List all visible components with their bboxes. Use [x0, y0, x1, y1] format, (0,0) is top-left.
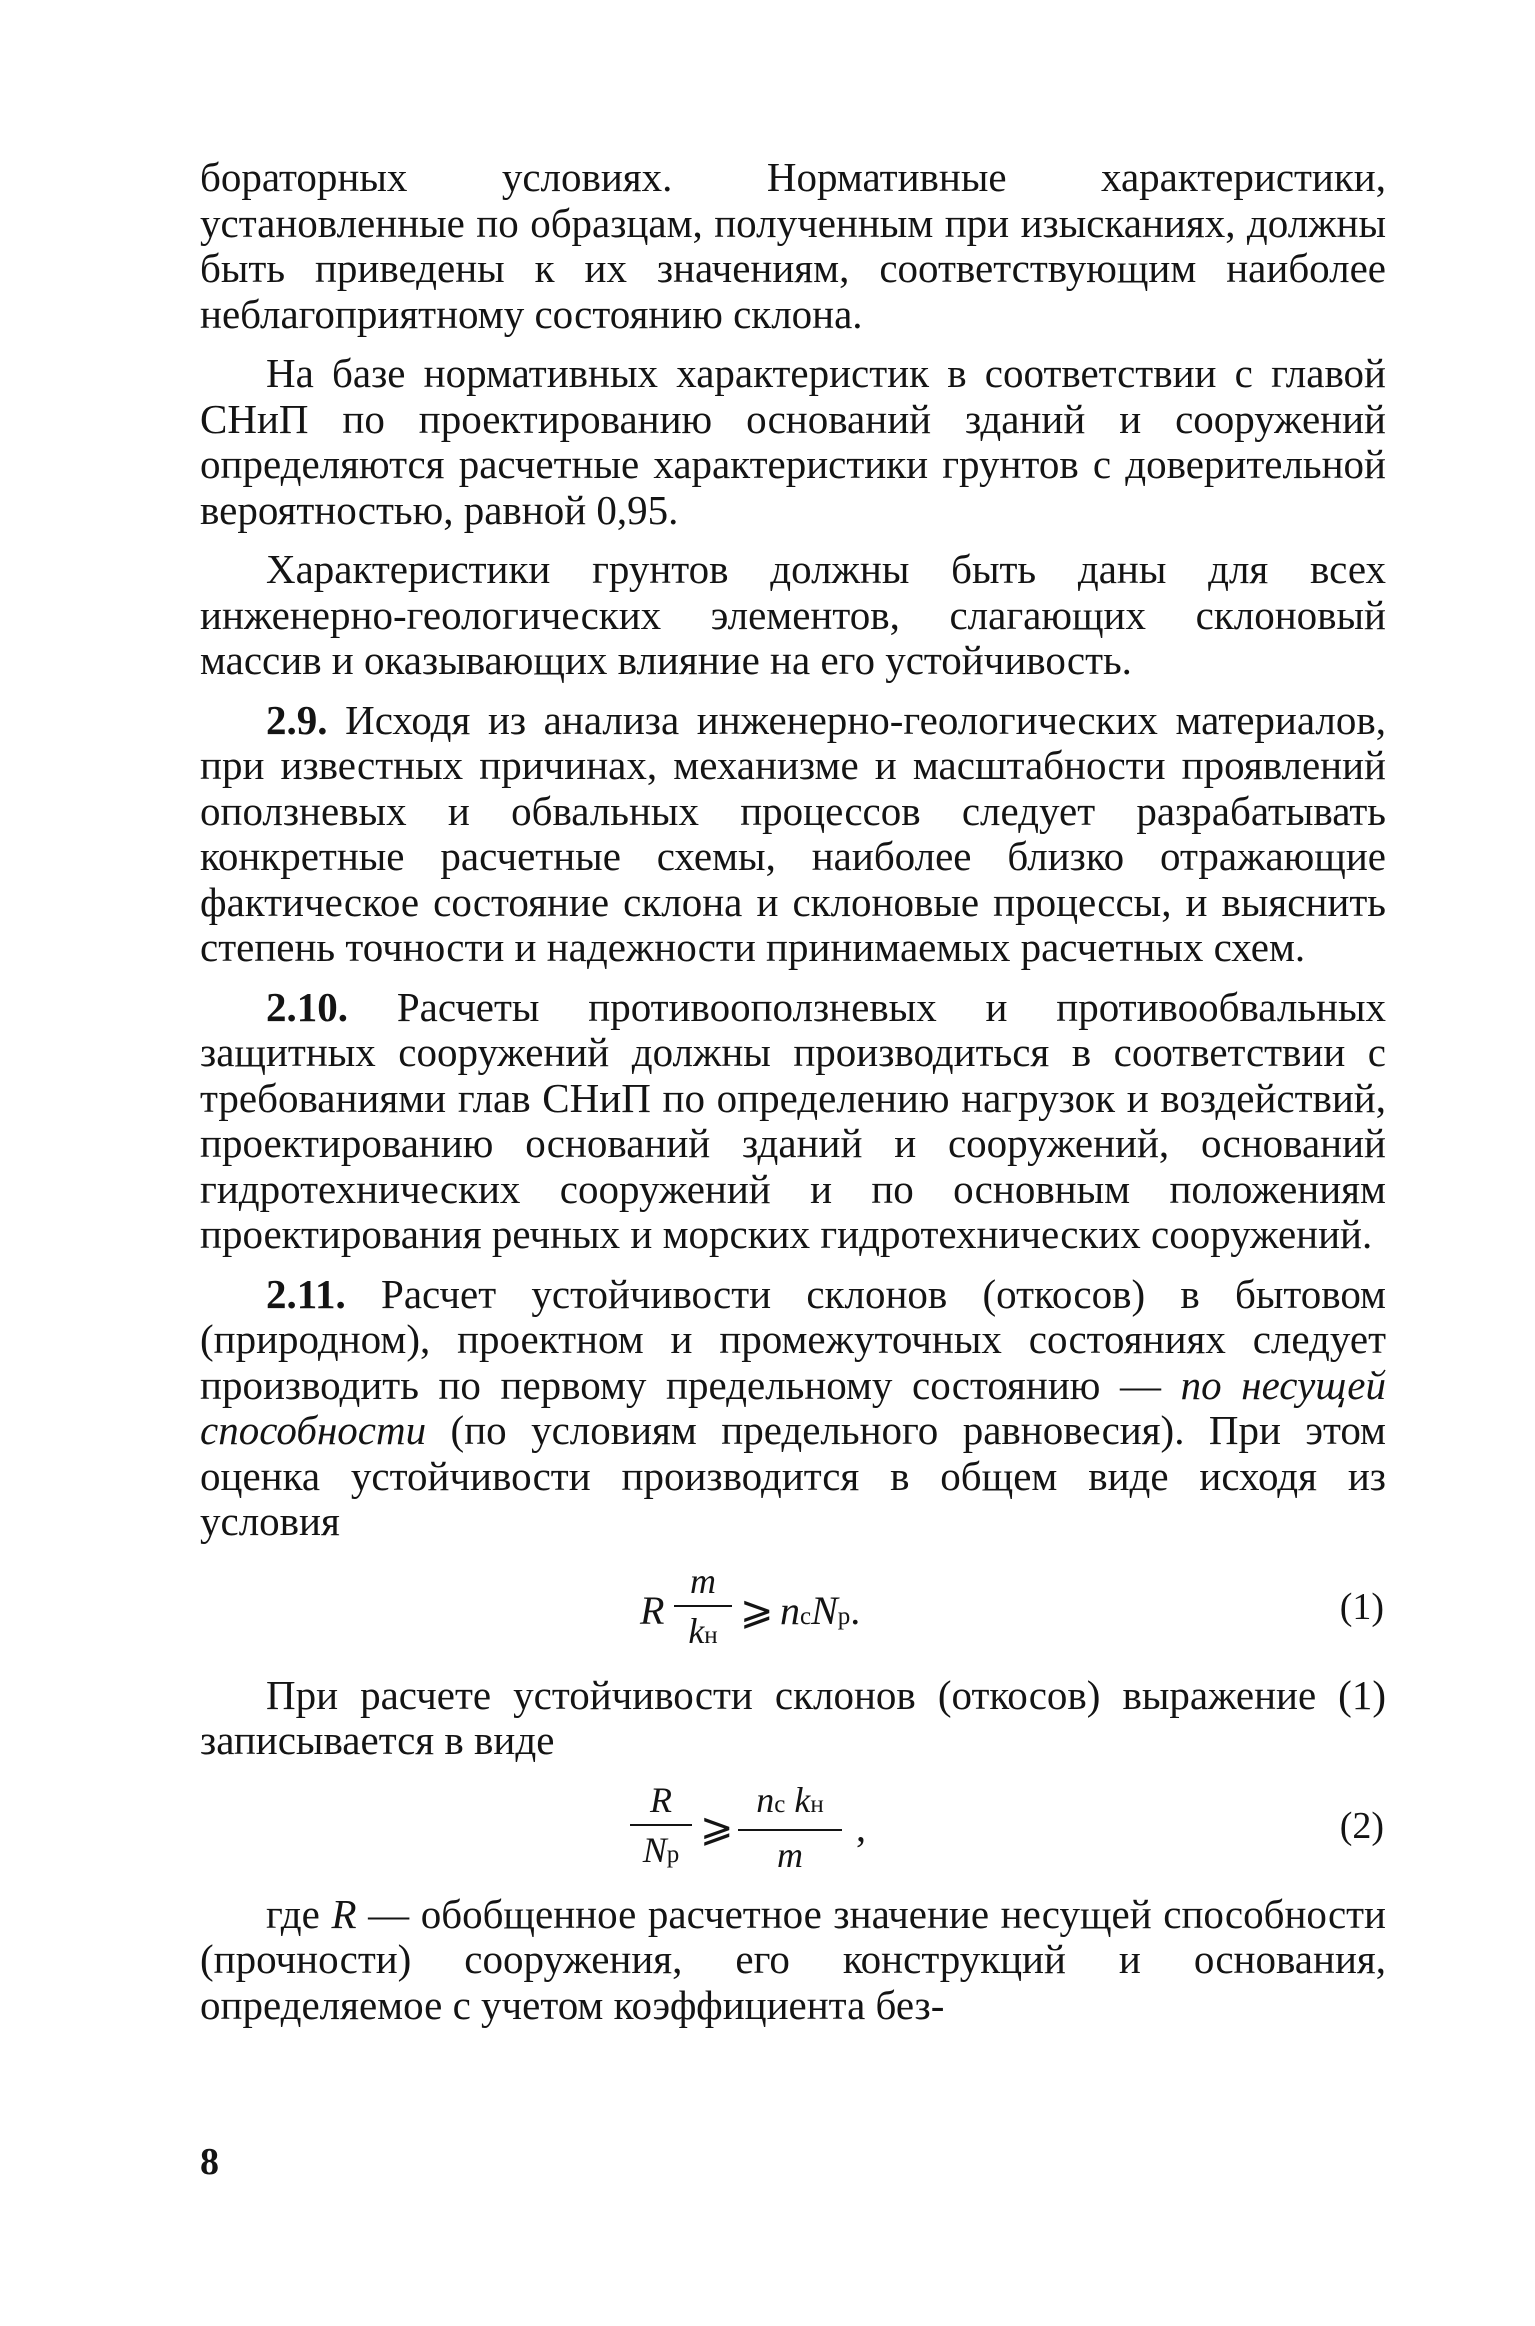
- formula-2-relation: ⩾: [700, 1804, 734, 1850]
- formula-1-rhs: nсNр.: [780, 1587, 861, 1633]
- clause-text-2-11-emphasis: по несущей способности: [200, 1361, 1387, 1453]
- formula-1-relation: ⩾: [740, 1587, 774, 1633]
- paragraph-1: бораторных условиях. Нормативные характеристики, установленные по образцам, полученным при изысканиях, должны быть приведены к их значениям, соответствующим наиболее неблагоприятному состоянию склона.: [200, 154, 1386, 337]
- formula-2: [630, 1778, 950, 1878]
- clause-text-2-9: Исходя из анализа инженерно-геологических материалов, при известных причинах, механизме и масштабности проявлений оползневых и обвальных процессов следует разрабатывать конкретные расчетные схемы, наиболее близко отражающие фактическое состояние склона и склоновые процессы, и выяснить степень точности и надежности принимаемых расчетных схем.: [200, 696, 1387, 970]
- formula-1-fraction-bar: [674, 1605, 732, 1607]
- paragraph-2: На базе нормативных характеристик в соответствии с главой СНиП по проектированию оснований зданий и сооружений определяются расчетные характеристики грунтов с доверительной вероятностью, равной 0,95.: [200, 350, 1386, 533]
- clause-number-2-11: 2.11.: [266, 1270, 346, 1317]
- clause-text-2-10: Расчеты противооползневых и противообвальных защитных сооружений должны производиться в соответствии с требованиями глав СНиП по определению нагрузок и воздействий, проектированию оснований зданий и сооружений, оснований гидротехнических сооружений и по основным положениям проектирования речных и морских гидротехнических сооружений.: [200, 983, 1387, 1257]
- paragraph-2-10: [200, 985, 1386, 1258]
- formula-2-right-denominator: m: [777, 1834, 803, 1875]
- definition-lead: где: [266, 1890, 320, 1937]
- formula-2-left-denominator: Nр: [642, 1829, 680, 1870]
- formula-1-label: (1): [1339, 1585, 1384, 1628]
- formula-1-fraction: [674, 1560, 732, 1654]
- formula-2-right-fraction-bar: [738, 1829, 842, 1831]
- formula-2-left-fraction-bar: [630, 1824, 692, 1826]
- clause-text-2-11-a: Расчет устойчивости склонов (откосов) в бытовом (природном), проектном и промежуточных состояниях следует производить по первому предельному состоянию —: [200, 1270, 1387, 1408]
- page-body: [200, 155, 1386, 2042]
- definition-text: — обобщенное расчетное значение несущей способности (прочности) сооружения, его конструкций и основания, определяемое с учетом коэффициента без-: [200, 1890, 1386, 2028]
- formula-1-numerator: m: [690, 1560, 716, 1601]
- formula-2-row: [200, 1778, 1386, 1880]
- formula-2-label: (2): [1339, 1804, 1384, 1847]
- clause-number-2-10: 2.10.: [266, 983, 348, 1030]
- paragraph-2-11: [200, 1272, 1386, 1545]
- formula-1-denominator: kн: [688, 1610, 718, 1651]
- paragraph-definition: [200, 1892, 1386, 2029]
- formula-2-right-fraction: [738, 1779, 842, 1875]
- clause-number-2-9: 2.9.: [266, 696, 328, 743]
- formula-2-left-numerator: R: [650, 1779, 672, 1820]
- formula-1: [640, 1559, 940, 1659]
- paragraph-2-9: [200, 698, 1386, 971]
- clause-text-2-11-b: (по условиям предельного равновесия). При этом оценка устойчивости производится в общем виде исходя из условия: [200, 1407, 1387, 1544]
- formula-2-right-numerator: nс kн: [756, 1779, 824, 1820]
- formula-1-row: [200, 1559, 1386, 1661]
- paragraph-3: Характеристики грунтов должны быть даны для всех инженерно-геологических элементов, слагающих склоновый массив и оказывающих влияние на его устойчивость.: [200, 546, 1386, 683]
- formula-2-left-fraction: [630, 1779, 692, 1873]
- paragraph-formula-intro: При расчете устойчивости склонов (откосов) выражение (1) записывается в виде: [200, 1671, 1386, 1763]
- definition-symbol: R: [331, 1890, 357, 1937]
- formula-1-lhs: R: [640, 1587, 665, 1633]
- page-number: 8: [200, 2141, 219, 2183]
- formula-2-end: ,: [856, 1804, 866, 1850]
